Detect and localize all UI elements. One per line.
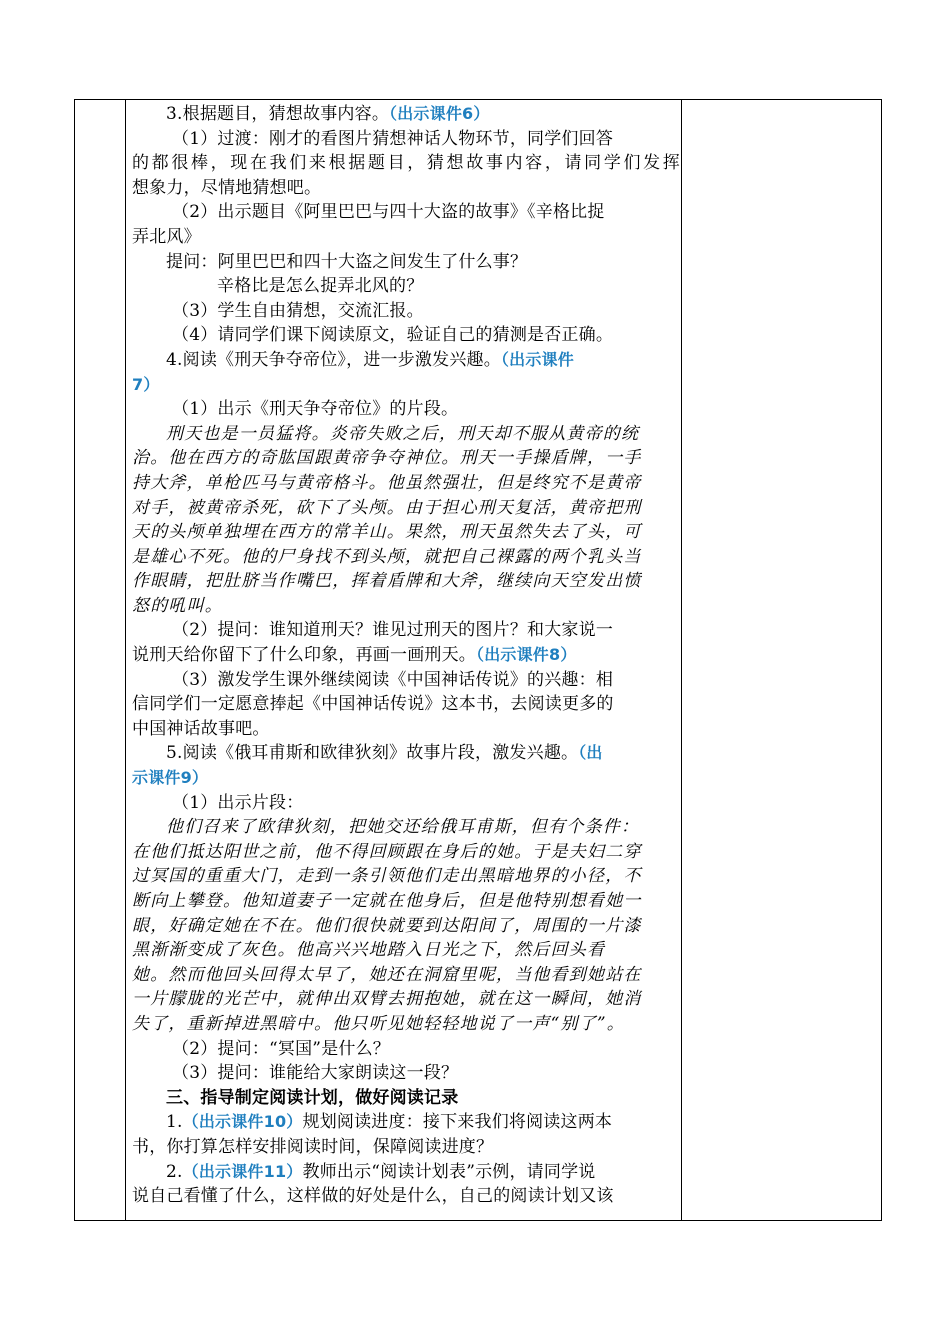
text-line: 2.（出示课件11）教师出示“阅读计划表”示例，请同学说 bbox=[166, 1161, 596, 1182]
text-line: 示课件9） bbox=[132, 768, 209, 788]
text-line: 治。他在西方的奇肱国跟黄帝争夺神位。刑天一手操盾牌，一手 bbox=[132, 448, 642, 469]
text-line: （3）学生自由猜想，交流汇报。 bbox=[172, 300, 424, 321]
text-line: 提问：阿里巴巴和四十大盗之间发生了什么事？ bbox=[166, 251, 528, 272]
text-line: （3）提问：谁能给大家朗读这一段？ bbox=[172, 1063, 459, 1084]
text-line: 对手，被黄帝杀死，砍下了头颅。由于担心刑天复活，黄帝把刑 bbox=[132, 497, 642, 518]
lesson-table bbox=[74, 99, 882, 1221]
text-line: 一片朦胧的光芒中，就伸出双臂去拥抱她，就在这一瞬间，她消 bbox=[132, 989, 642, 1010]
text-line: 是雄心不死。他的尸身找不到头颅，就把自己裸露的两个乳头当 bbox=[132, 546, 642, 567]
text-line: （4）请同学们课下阅读原文，验证自己的猜测是否正确。 bbox=[172, 325, 614, 346]
text-line: （2）出示题目《阿里巴巴与四十大盗的故事》《辛格比捉 bbox=[172, 202, 605, 223]
text-line: 在他们抵达阳世之前，他不得回顾跟在身后的她。于是夫妇二穿 bbox=[132, 841, 642, 862]
text-line: 书，你打算怎样安排阅读时间，保障阅读进度？ bbox=[132, 1136, 494, 1157]
text-line: 作眼睛，把肚脐当作嘴巴，挥着盾牌和大斧，继续向天空发出愤 bbox=[132, 571, 642, 592]
text-line: （2）提问：谁知道刑天？谁见过刑天的图片？和大家说一 bbox=[172, 620, 614, 641]
text-line: 她。然而他回头回得太早了，她还在洞窟里呢，当他看到她站在 bbox=[132, 964, 642, 985]
text-line: 眼，好确定她在不在。他们很快就要到达阳间了，周围的一片漆 bbox=[132, 915, 642, 936]
text-line: （1）出示片段： bbox=[172, 792, 304, 813]
text-line: 3.根据题目，猜想故事内容。（出示课件6） bbox=[166, 104, 490, 124]
text-line: （2）提问：“冥国”是什么？ bbox=[172, 1038, 390, 1059]
text-line: 说自己看懂了什么，这样做的好处是什么，自己的阅读计划又该 bbox=[132, 1186, 614, 1207]
text-line: 天的头颅单独埋在西方的常羊山。果然，刑天虽然失去了头，可 bbox=[132, 522, 642, 543]
column-divider-right bbox=[681, 100, 682, 1220]
text-line: （3）激发学生课外继续阅读《中国神话传说》的兴趣：相 bbox=[172, 669, 614, 690]
text-line: 1.（出示课件10）规划阅读进度：接下来我们将阅读这两本 bbox=[166, 1112, 613, 1133]
text-line: （1）过渡：刚才的看图片猜想神话人物环节，同学们回答 bbox=[172, 128, 614, 149]
text-line: 中国神话故事吧。 bbox=[132, 718, 270, 739]
text-line: 黑渐渐变成了灰色。他高兴兴地踏入日光之下，然后回头看 bbox=[132, 940, 606, 961]
text-line: 断向上攀登。他知道妻子一定就在他身后，但是他特别想看她一 bbox=[132, 891, 642, 911]
text-line: 弄北风》 bbox=[132, 226, 201, 247]
text-line: 失了，重新掉进黑暗中。他只听见她轻轻地说了一声“别了”。 bbox=[132, 1013, 625, 1034]
text-line: 4.阅读《刑天争夺帝位》，进一步激发兴趣。（出示课件 bbox=[166, 349, 574, 370]
text-line: 他们召来了欧律狄刻，把她交还给俄耳甫斯，但有个条件： bbox=[166, 817, 640, 838]
text-line: 持大斧，单枪匹马与黄帝格斗。他虽然强壮，但是终究不是黄帝 bbox=[132, 472, 642, 493]
text-line: 的都很棒，现在我们来根据题目，猜想故事内容，请同学们发挥 bbox=[132, 153, 680, 174]
text-line: 想象力，尽情地猜想吧。 bbox=[132, 177, 322, 198]
text-line: 说刑天给你留下了什么印象，再画一画刑天。（出示课件8） bbox=[132, 645, 577, 666]
content-column bbox=[132, 102, 680, 1209]
text-line: （1）出示《刑天争夺帝位》的片段。 bbox=[172, 399, 459, 420]
text-line: 刑天也是一员猛将。炎帝失败之后，刑天却不服从黄帝的统 bbox=[166, 423, 640, 444]
column-divider-left bbox=[125, 100, 126, 1220]
text-line: 7） bbox=[132, 374, 160, 394]
text-line: 辛格比是怎么捉弄北风的？ bbox=[217, 276, 424, 297]
text-line: 5.阅读《俄耳甫斯和欧律狄刻》故事片段，激发兴趣。（出 bbox=[166, 743, 603, 764]
text-line: 过冥国的重重大门，走到一条引领他们走出黑暗地界的小径，不 bbox=[132, 866, 642, 887]
text-line: 信同学们一定愿意捧起《中国神话传说》这本书，去阅读更多的 bbox=[132, 694, 614, 715]
section-heading: 三、指导制定阅读计划，做好阅读记录 bbox=[166, 1087, 459, 1108]
text-line: 怒的吼叫。 bbox=[132, 595, 223, 616]
